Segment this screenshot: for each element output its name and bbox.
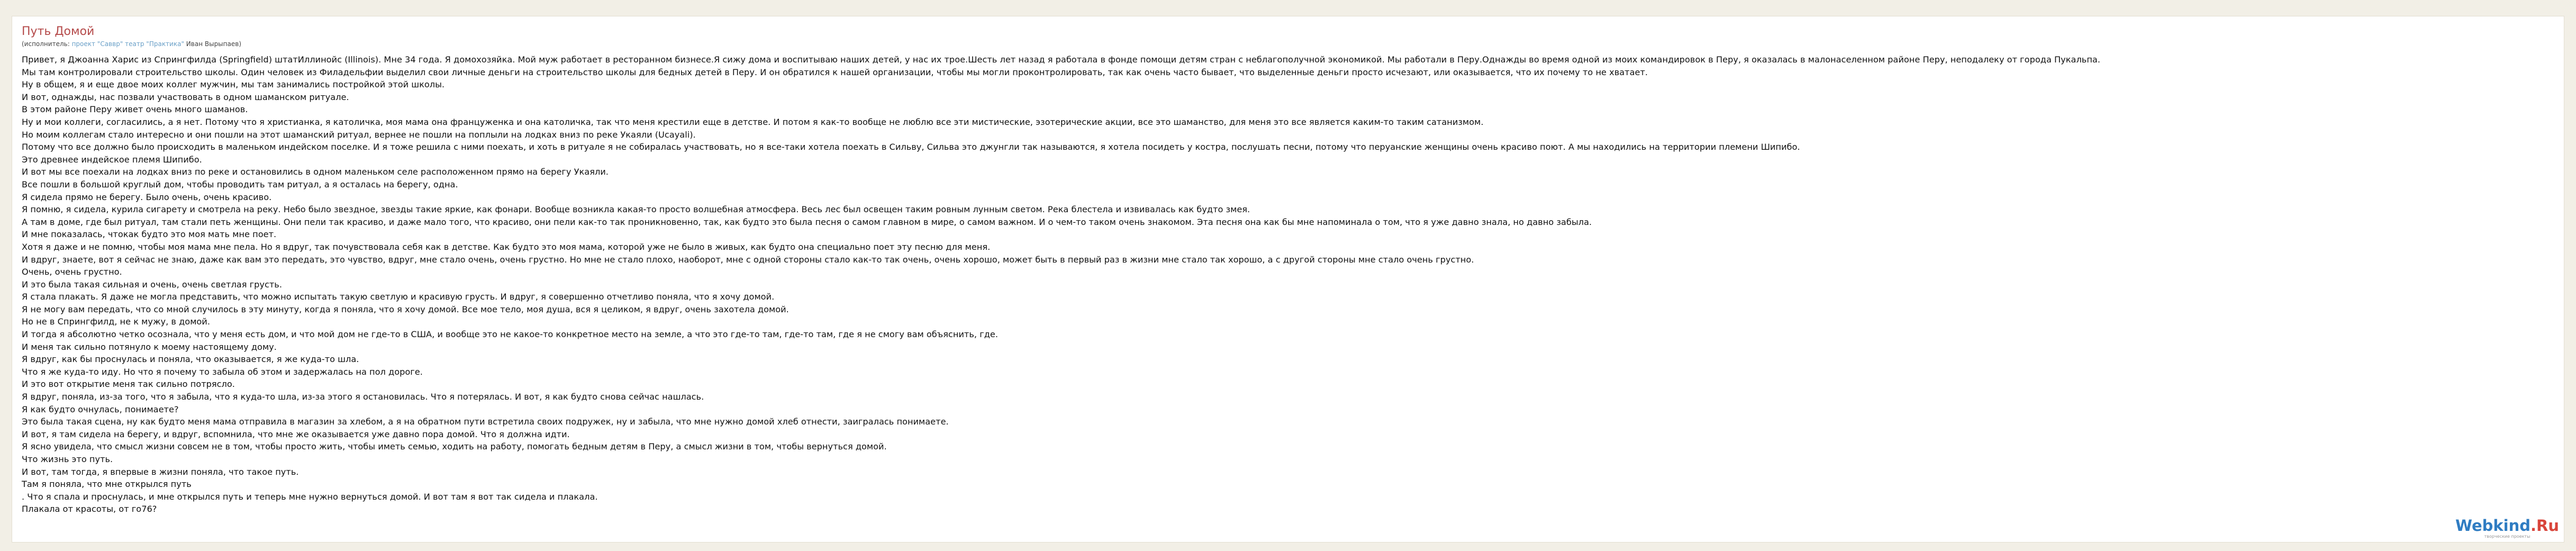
performer-person: Иван Вырыпаев) — [184, 40, 241, 48]
text-line: И вот, однажды, нас позвали участвовать в одном шаманском ритуале. — [22, 92, 349, 102]
text-line: И меня так сильно потянуло к моему настоящему дому. — [22, 341, 277, 352]
performer-line — [22, 40, 2554, 48]
text-line: И это вот открытие меня так сильно потрясло. — [22, 379, 235, 390]
text-line: И вот, там тогда, я впервые в жизни поняла, что такое путь. — [22, 466, 299, 477]
text-body — [22, 53, 2554, 516]
text-line: Привет, я Джоанна Харис из Спрингфилда (Springfield) штатИллинойс (Illinois). Мне 34 года. Я домохозяйка. Мой муж работает в ресторанном бизнесе.Я сижу дома и воспитываю наших детей, у нас их трое.Шесть лет назад я работала в фонде помощи детям стран с неблагополучной экономикой. Мы работали в Перу.Однажды во время одной из моих командировок в Перу, я оказалась в малонаселенном районе Перу, неподалеку от города Пукальпа. — [22, 55, 2100, 65]
text-line: Я ясно увидела, что смысл жизни совсем не в том, чтобы просто жить, чтобы иметь семью, ходить на работу, помогать бедным детям в Перу, а смысл жизни в том, чтобы вернуться домой. — [22, 441, 887, 452]
performer-prefix: (исполнитель: — [22, 40, 72, 48]
text-line: Что жизнь это путь. — [22, 454, 113, 464]
text-line: Я как будто очнулась, понимаете? — [22, 404, 179, 414]
page-title: Путь Домой — [22, 25, 95, 38]
logo-tagline: творческие проекты — [2484, 534, 2530, 539]
text-line: Что я же куда-то иду. Но что я почему то забыла об этом и задержалась на пол дороге. — [22, 366, 423, 377]
text-line: Все пошли в большой круглый дом, чтобы проводить там ритуал, а я осталась на берегу, одна. — [22, 179, 458, 189]
text-line: . Что я спала и проснулась, и мне открылся путь и теперь мне нужно вернуться домой. И вот там я вот так сидела и плакала. — [22, 491, 598, 502]
text-line: Хотя я даже и не помню, чтобы моя мама мне пела. Но я вдруг, так почувствовала себя как в детстве. Как будто это моя мама, которой уже не было в живых, как будто она специально поет эту песню для меня. — [22, 241, 991, 252]
text-line: И вот мы все поехали на лодках вниз по реке и остановились в одном маленьком селе расположенном прямо на берегу Укаяли. — [22, 167, 609, 177]
logo-brand-tld: .Ru — [2530, 517, 2559, 535]
text-line: Плакала от красоты, от го76? — [22, 504, 157, 514]
text-line: А там в доме, где был ритуал, там стали петь женщины. Они пели так красиво, и даже мало того, что красиво, они пели как-то так проникновенно, так, как будто это была песня о самом главном в мире, о самом важном. И о чем-то таком очень знакомом. Эта песня она как бы мне напоминала о том, что я уже давно знала, но давно забыла. — [22, 216, 1592, 227]
text-line: Я помню, я сидела, курила сигарету и смотрела на реку. Небо было звездное, звезды такие яркие, как фонари. Вообще возникла какая-то просто волшебная атмосфера. Весь лес был освещен таким ровным лунным светом. Река блестела и извивалась как будто змея. — [22, 204, 1250, 215]
text-line: Я стала плакать. Я даже не могла представить, что можно испытать такую светлую и красивую грусть. И вдруг, я совершенно отчетливо поняла, что я хочу домой. — [22, 292, 775, 302]
text-line: Но не в Спрингфилд, не к мужу, в домой. — [22, 317, 210, 327]
text-line: Мы там контролировали строительство школы. Один человек из Филадельфии выделил свои личные деньги на строительство школы для бедных детей в Перу. И он обратился к нашей организации, чтобы мы могли проконтролировать, так как очень часто бывает, что выделенные деньги просто исчезают, или оказывается, что их почему то не хватает. — [22, 67, 1648, 77]
performer-link[interactable]: проект "Саввр" театр "Практика" — [71, 40, 184, 48]
text-line: Потому что все должно было происходить в маленьком индейском поселке. И я тоже решила с ними поехать, и хоть в ритуале я не собиралась участвовать, но я все-таки хотела поехать в Сильву, Сильва это джунгли так называются, я хотела посидеть у костра, послушать песни, потому что перуанские женщины очень красиво поют. А мы находились на территории племени Шипибо. — [22, 142, 1800, 152]
text-line: Это древнее индейское племя Шипибо. — [22, 154, 202, 165]
text-panel — [12, 16, 2564, 543]
text-line: И вдруг, знаете, вот я сейчас не знаю, даже как вам это передать, это чувство, вдруг, мне стало очень, очень грустно. Но мне не стало плохо, наоборот, мне с одной стороны стало как-то так очень, очень хорошо, может быть в первый раз в жизни мне стало так хорошо, а с другой стороны мне стало очень грустно. — [22, 254, 1474, 265]
text-line: В этом районе Перу живет очень много шаманов. — [22, 104, 248, 115]
text-line: И тогда я абсолютно четко осознала, что у меня есть дом, и что мой дом не где-то в США, и вообще это не какое-то конкретное место на земле, а что это где-то там, где-то там, где я не смогу вам объяснить, где. — [22, 329, 998, 340]
text-line: И это была такая сильная и очень, очень светлая грусть. — [22, 279, 282, 290]
text-line: И мне показалась, чтокак будто это моя мать мне поет. — [22, 229, 277, 240]
text-line: Я не могу вам передать, что со мной случилось в эту минуту, когда я поняла, что я хочу домой. Все мое тело, моя душа, вся я целиком, я вдруг, очень захотела домой. — [22, 304, 789, 314]
text-line: Я сидела прямо не берегу. Было очень, очень красиво. — [22, 192, 272, 202]
text-line: И вот, я там сидела на берегу, и вдруг, вспомнила, что мне же оказывается уже давно пора домой. Что я должна идти. — [22, 429, 570, 439]
text-line: Это была такая сцена, ну как будто меня мама отправила в магазин за хлебом, а я на обратном пути встретила своих подружек, ну и забыла, что мне нужно домой хлеб отнести, заигралась понимаете. — [22, 417, 949, 427]
text-line: Ну в общем, я и еще двое моих коллег мужчин, мы там занимались постройкой этой школы. — [22, 79, 445, 90]
text-line: Там я поняла, что мне открылся путь — [22, 479, 192, 490]
text-line: Я вдруг, как бы проснулась и поняла, что оказывается, я же куда-то шла. — [22, 354, 359, 365]
logo-brand — [2455, 517, 2559, 534]
text-line: Я вдруг, поняла, из-за того, что я забыла, что я куда-то шла, из-за этого я остановилась. Что я потерялась. И вот, я как будто снова сейчас нашлась. — [22, 392, 704, 402]
webkind-logo[interactable] — [2455, 517, 2559, 539]
text-line: Ну и мои коллеги, согласились, а я нет. Потому что я христианка, я католичка, моя мама она француженка и она католичка, так что меня крестили еще в детстве. И потом я как-то вообще не люблю все эти мистические, эзотерические акции, все это шаманство, для меня это все является каким-то таким сатанизмом. — [22, 116, 1484, 127]
logo-brand-main: Webkind — [2455, 517, 2530, 535]
text-line: Очень, очень грустно. — [22, 267, 122, 277]
text-line: Но моим коллегам стало интересно и они пошли на этот шаманский ритуал, вернее не пошли на поплыли на лодках вниз по реке Укаяли (Ucayali). — [22, 129, 696, 140]
